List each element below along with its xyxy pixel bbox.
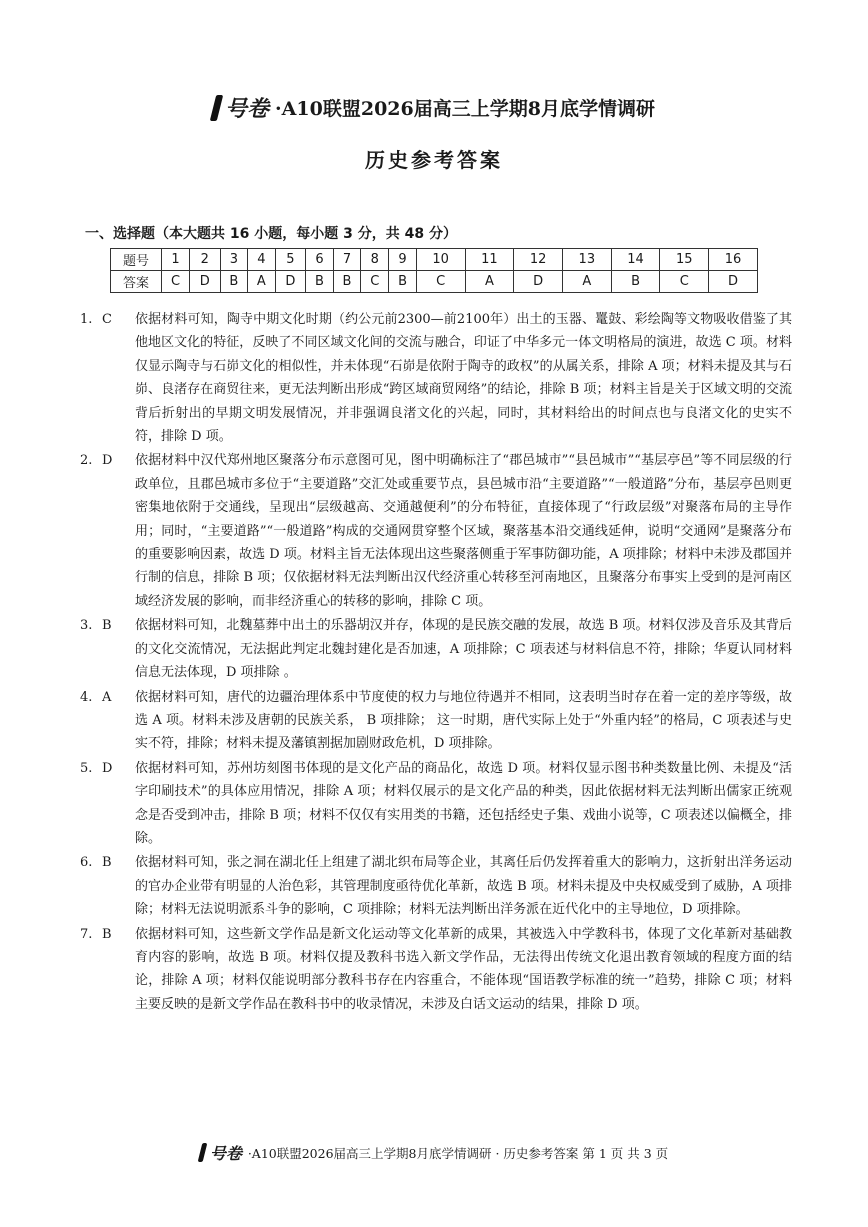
question-number-cell: 12	[514, 249, 563, 271]
answer-cell: D	[709, 271, 758, 293]
item-explanation: 依据材料可知，苏州坊刻图书体现的是文化产品的商品化，故选 D 项。材料仅显示图书种类数量比例、未提及“活字印刷技术”的具体应用情况，排除 A 项；材料仅展示的是文化产品的种类，因此依据材料无法判断出儒家正统观念是否受到冲击，排除 B 项；材料不仅仅有实用类的书籍，还包括经史子集、戏曲小说等，C 项表述以偏概全，排除。	[135, 760, 792, 846]
item-number: 2.	[80, 453, 93, 469]
answer-cell: D	[514, 271, 563, 293]
footer-brand-logo	[200, 1141, 242, 1164]
row-label-question-number: 题号	[111, 249, 162, 271]
question-number-cell: 8	[361, 249, 389, 271]
item-answer: B	[102, 926, 112, 942]
question-number-cell: 15	[660, 249, 709, 271]
explanation-item	[80, 757, 792, 851]
question-number-cell: 5	[275, 249, 306, 271]
explanation-item	[80, 614, 792, 684]
question-number-cell: 1	[162, 249, 190, 271]
question-number-cell: 2	[189, 249, 220, 271]
document-subtitle: 历史参考答案	[365, 148, 503, 172]
explanation-item	[80, 851, 792, 921]
document-header	[0, 92, 868, 123]
item-explanation: 依据材料可知，这些新文学作品是新文化运动等文化革新的成果，其被选入中学教科书，体现了文化革新对基础教育内容的影响，故选 B 项。材料仅提及教科书选入新文学作品，无法得出传统文化退出教育领域的程度方面的结论，排除 A 项；材料仅能说明部分教科书存在内容重合，不能体现“国语教学标准的统一”趋势，排除 C 项；材料主要反映的是新文学作品在教科书中的收录情况，未涉及白话文运动的结果，排除 D 项。	[135, 926, 792, 1012]
item-number: 4.	[80, 689, 93, 705]
footer-brush-stroke-icon	[197, 1143, 207, 1162]
answer-cell: B	[333, 271, 361, 293]
question-number-cell: 6	[306, 249, 334, 271]
brand-logo	[213, 92, 269, 123]
item-number: 1.	[80, 312, 93, 327]
question-number-row	[111, 249, 758, 271]
answer-cell: C	[162, 271, 190, 293]
item-answer: B	[102, 618, 112, 634]
answer-key-table	[110, 248, 758, 293]
question-number-cell: 16	[709, 249, 758, 271]
brush-stroke-icon	[210, 95, 223, 121]
explanation-item	[80, 686, 792, 756]
question-number-cell: 11	[465, 249, 514, 271]
answer-row	[111, 271, 758, 293]
item-answer: D	[102, 453, 113, 469]
explanation-list	[80, 308, 792, 1017]
item-explanation: 依据材料可知，张之洞在湖北任上组建了湖北织布局等企业，其离任后仍发挥着重大的影响力，这折射出洋务运动的官办企业带有明显的人治色彩，其管理制度亟待优化革新，故选 B 项。材料未提及中央权威受到了威胁，A 项排除；材料无法说明派系斗争的影响，C 项排除；材料无法判断出洋务派在近代化中的主导地位，D 项排除。	[135, 855, 792, 918]
item-number: 6.	[80, 855, 93, 871]
item-explanation: 依据材料中汉代郑州地区聚落分布示意图可见，图中明确标注了“郡邑城市”“县邑城市”“基层亭邑”等不同层级的行政单位，且郡邑城市多位于“主要道路”交汇处或重要节点，县邑城市沿“主要道路”“一般道路”分布，基层亭邑则更密集地依附于交通线，呈现出“层级越高、交通越便利”的分布特征，直接体现了“行政层级”对聚落布局的主导作用；同时，“主要道路”“一般道路”构成的交通网贯穿整个区域，聚落基本沿交通线延伸，说明“交通网”是聚落分布的重要影响因素，故选 D 项。材料主旨无法体现出这些聚落侧重于军事防御功能，A 项排除；材料中未涉及郡国并行制的信息，排除 B 项；仅依据材料无法判断出汉代经济重心转移至河南地区，且聚落分布事实上受到的是河南区域经济发展的影响，而非经济重心的转移的影响，排除 C 项。	[135, 453, 792, 609]
question-number-cell: 7	[333, 249, 361, 271]
answer-cell: A	[248, 271, 276, 293]
explanation-item	[80, 923, 792, 1017]
question-number-cell: 14	[611, 249, 660, 271]
item-answer: B	[102, 855, 112, 871]
answer-cell: D	[189, 271, 220, 293]
footer-text: ·A10联盟2026届高三上学期8月底学情调研 · 历史参考答案 第 1 页 共 3 页	[247, 1145, 669, 1161]
item-answer: A	[102, 689, 112, 705]
answer-cell: B	[220, 271, 248, 293]
answer-cell: C	[660, 271, 709, 293]
answer-cell: B	[389, 271, 417, 293]
item-number: 7.	[80, 926, 93, 942]
question-number-cell: 3	[220, 249, 248, 271]
item-explanation: 依据材料可知，北魏墓葬中出土的乐器胡汉并存，体现的是民族交融的发展，故选 B 项。材料仅涉及音乐及其背后的文化交流情况，无法据此判定北魏封建化是否加速，A 项排除；C 项表述与材料信息不符，排除；华夏认同材料信息无法体现，D 项排除 。	[135, 618, 792, 681]
answer-cell: A	[465, 271, 514, 293]
answer-cell: C	[361, 271, 389, 293]
item-number: 5.	[80, 760, 93, 776]
item-answer: C	[102, 312, 112, 327]
footer-brand-logo-text: 号卷	[209, 1144, 242, 1163]
answer-cell: B	[611, 271, 660, 293]
item-answer: D	[102, 760, 113, 776]
question-number-cell: 10	[416, 249, 465, 271]
answer-cell: B	[306, 271, 334, 293]
page-footer	[0, 1141, 868, 1164]
question-number-cell: 9	[389, 249, 417, 271]
item-explanation: 依据材料可知，唐代的边疆治理体系中节度使的权力与地位待遇并不相同，这表明当时存在着一定的差序等级，故选 A 项。材料未涉及唐朝的民族关系， B 项排除； 这一时期，唐代实际上处于“外重内轻”的格局，C 项表述与史实不符，排除；材料未提及藩镇割据加剧财政危机，D 项排除。	[135, 689, 792, 752]
question-number-cell: 13	[562, 249, 611, 271]
explanation-item	[80, 308, 792, 448]
document-title: ·A10联盟2026届高三上学期8月底学情调研	[275, 98, 655, 120]
question-number-cell: 4	[248, 249, 276, 271]
brand-logo-text: 号卷	[225, 96, 270, 122]
section-heading: 一、选择题（本大题共 16 小题，每小题 3 分，共 48 分）	[85, 226, 457, 242]
answer-cell: A	[562, 271, 611, 293]
item-explanation: 依据材料可知，陶寺中期文化时期（约公元前2300—前2100年）出土的玉器、鼍鼓、彩绘陶等文物吸收借鉴了其他地区文化的特征，反映了不同区域文化间的交流与融合，印证了中华多元一体文明格局的演进，故选 C 项。材料仅显示陶寺与石峁文化的相似性，并未体现“石峁是依附于陶寺的政权”的从属关系，排除 A 项；材料未提及其与石峁、良渚存在商贸往来，更无法判断出形成“跨区域商贸网络”的结论，排除 B 项；材料主旨是关于区域文明的交流背后折射出的早期文明发展情况，并非强调良渚文化的兴起，同时，其材料给出的时间点也与良渚文化的史实不符，排除 D 项。	[135, 312, 792, 445]
explanation-item	[80, 449, 792, 613]
item-number: 3.	[80, 618, 93, 634]
answer-cell: D	[275, 271, 306, 293]
row-label-answer: 答案	[111, 271, 162, 293]
answer-cell: C	[416, 271, 465, 293]
